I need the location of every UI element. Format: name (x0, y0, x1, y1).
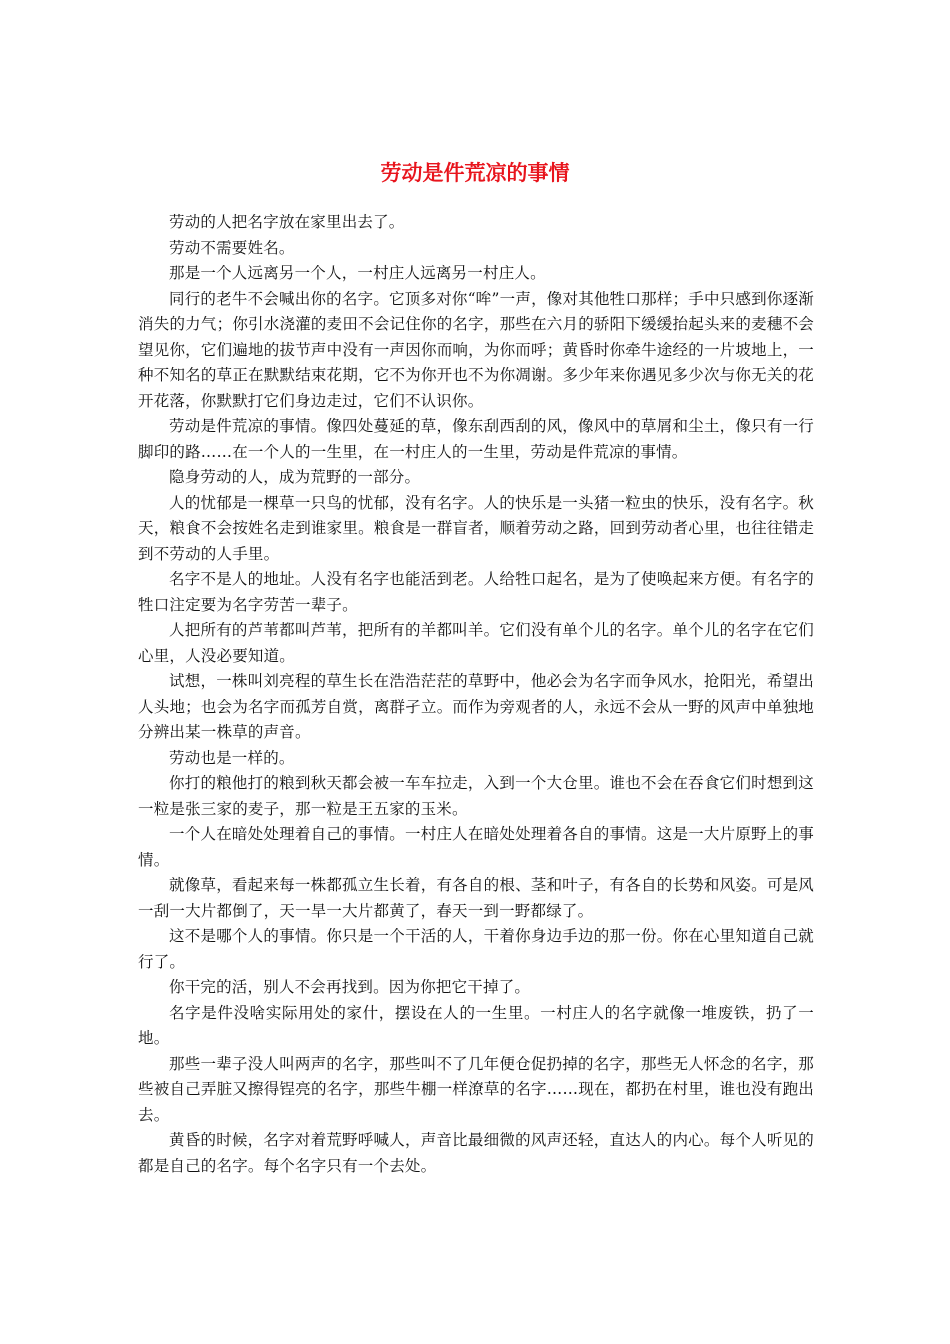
paragraph: 劳动也是一样的。 (169, 748, 295, 767)
paragraph: 同行的老牛不会喊出你的名字。它顶多对你“哞”一声，像对其他牲口那样；手中只感到你逐渐消失的力气；你引水浇灌的麦田不会记住你的名字，那些在六月的骄阳下缓缓抬起头来的麦穗不会望见你，它们遍地的拔节声中没有一声因你而响，为你而呼；黄昏时你牵牛途经的一片坡地上，一种不知名的草正在默默结束花期，它不为你开也不为你凋谢。多少年来你遇见多少次与你无关的花开花落，你默默打它们身边走过，它们不认识你。 (138, 289, 814, 410)
paragraph: 试想，一株叫刘亮程的草生长在浩浩茫茫的草野中，他必会为名字而争风水，抢阳光，希望出人头地；也会为名字而孤芳自赏，离群孑立。而作为旁观者的人，永远不会从一野的风声中单独地分辨出某一株草的声音。 (138, 672, 814, 741)
paragraph: 劳动不需要姓名。 (169, 238, 295, 257)
paragraph: 人把所有的芦苇都叫芦苇，把所有的羊都叫羊。它们没有单个儿的名字。单个儿的名字在它们心里，人没必要知道。 (138, 621, 814, 665)
paragraph: 那是一个人远离另一个人，一村庄人远离另一村庄人。 (169, 264, 546, 282)
paragraph: 你打的粮他打的粮到秋天都会被一车车拉走，入到一个大仓里。谁也不会在吞食它们时想到这一粒是张三家的麦子，那一粒是王五家的玉米。 (138, 774, 814, 818)
document-title: 劳动是件荒凉的事情 (380, 161, 570, 185)
paragraph: 人的忧郁是一棵草一只鸟的忧郁，没有名字。人的快乐是一头猪一粒虫的快乐，没有名字。秋天，粮食不会按姓名走到谁家里。粮食是一群盲者，顺着劳动之路，回到劳动者心里，也往往错走到不劳动的人手里。 (138, 493, 814, 563)
paragraph: 名字不是人的地址。人没有名字也能活到老。人给牲口起名，是为了使唤起来方便。有名字的牲口注定要为名字劳苦一辈子。 (138, 570, 814, 614)
paragraph: 劳动是件荒凉的事情。像四处蔓延的草，像东刮西刮的风，像风中的草屑和尘土，像只有一行脚印的路……在一个人的一生里，在一村庄人的一生里，劳动是件荒凉的事情。 (138, 417, 814, 461)
paragraph: 这不是哪个人的事情。你只是一个干活的人，干着你身边手边的那一份。你在心里知道自己就行了。 (138, 927, 814, 971)
paragraph: 就像草，看起来每一株都孤立生长着，有各自的根、茎和叶子，有各自的长势和风姿。可是风一刮一大片都倒了，天一旱一大片都黄了，春天一到一野都绿了。 (138, 876, 814, 920)
paragraph: 隐身劳动的人，成为荒野的一部分。 (169, 468, 421, 486)
paragraph: 那些一辈子没人叫两声的名字，那些叫不了几年便仓促扔掉的名字，那些无人怀念的名字，那些被自己弄脏又擦得锃亮的名字，那些牛棚一样潦草的名字……现在，都扔在村里，谁也没有跑出去。 (138, 1054, 814, 1124)
paragraph: 黄昏的时候，名字对着荒野呼喊人，声音比最细微的风声还轻，直达人的内心。每个人听见的都是自己的名字。每个名字只有一个去处。 (138, 1131, 814, 1175)
paragraph: 一个人在暗处处理着自己的事情。一村庄人在暗处处理着各自的事情。这是一大片原野上的事情。 (138, 825, 814, 869)
paragraph: 你干完的活，别人不会再找到。因为你把它干掉了。 (169, 978, 531, 996)
paragraph: 劳动的人把名字放在家里出去了。 (169, 213, 405, 231)
paragraph: 名字是件没啥实际用处的家什，摆设在人的一生里。一村庄人的名字就像一堆废铁，扔了一地。 (138, 1003, 814, 1047)
document-body (138, 210, 814, 1179)
